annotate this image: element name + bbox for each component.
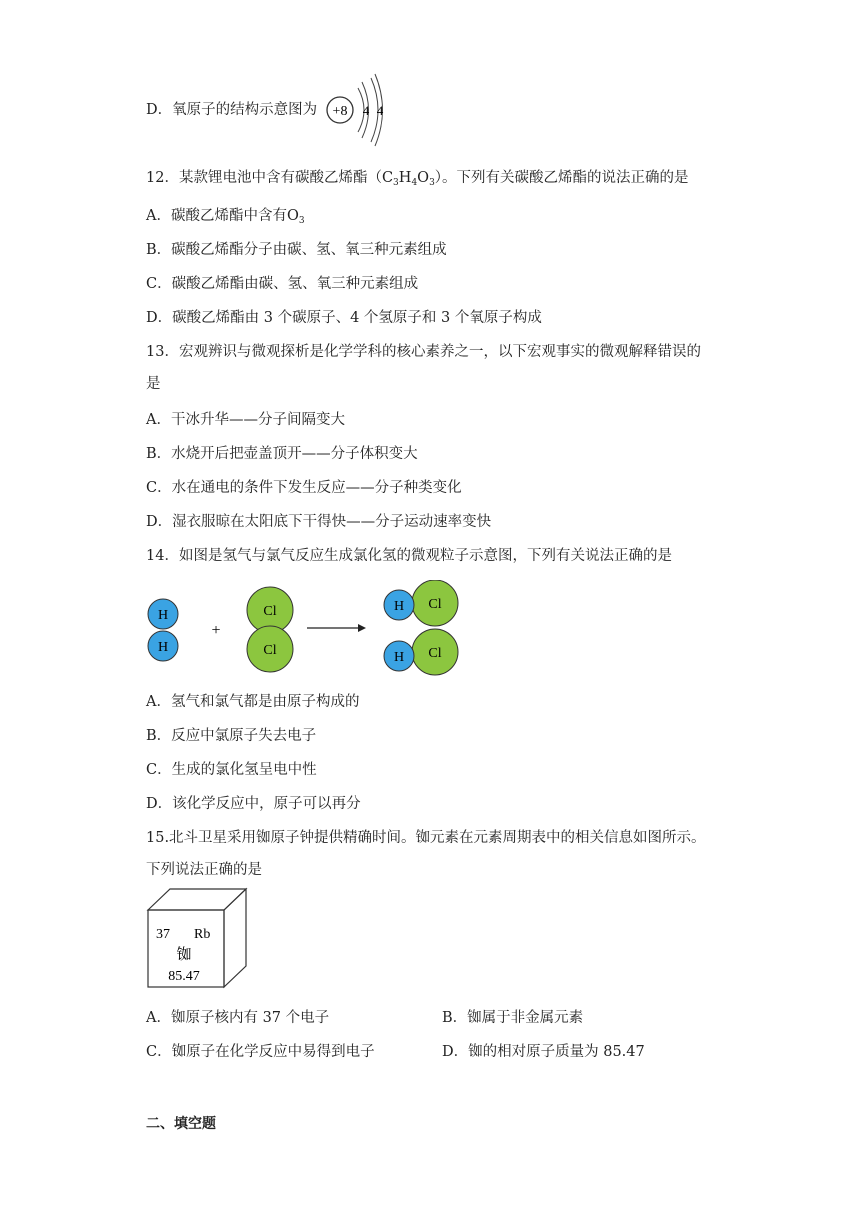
hcl1-cl-label: Cl bbox=[428, 597, 442, 612]
section-title: 二、填空题 bbox=[146, 1116, 216, 1132]
q13-option-b: B．水烧开后把壶盖顶开——分子体积变大 bbox=[146, 446, 418, 462]
formula-o: O bbox=[417, 170, 430, 186]
rubidium-element-cell bbox=[144, 886, 254, 992]
q12-stem-pre: 12．某款锂电池中含有碳酸乙烯酯（C bbox=[146, 170, 394, 186]
reaction-arrow-head bbox=[358, 624, 366, 632]
cl-label-1: Cl bbox=[263, 604, 277, 619]
q12-stem-post: ）。下列有关碳酸乙烯酯的说法正确的是 bbox=[434, 170, 689, 186]
q14-option-c: C．生成的氯化氢呈电中性 bbox=[146, 762, 317, 778]
formula-h: H bbox=[398, 170, 412, 186]
q12-option-d: D．碳酸乙烯酯由 3 个碳原子、4 个氢原子和 3 个氧原子构成 bbox=[146, 310, 542, 326]
q14-option-d: D．该化学反应中，原子可以再分 bbox=[146, 796, 361, 812]
h-label-2: H bbox=[157, 640, 169, 655]
q14-option-b: B．反应中氯原子失去电子 bbox=[146, 728, 317, 744]
hcl2-cl-label: Cl bbox=[428, 646, 442, 661]
q15-stem-line1: 15.北斗卫星采用铷原子钟提供精确时间。铷元素在元素周期表中的相关信息如图所示。 bbox=[146, 830, 706, 846]
nucleus-charge: +8 bbox=[332, 104, 348, 119]
cl-label-2: Cl bbox=[263, 643, 277, 658]
cube-side-face bbox=[224, 889, 246, 987]
q12-option-a-sub: 3 bbox=[298, 216, 305, 226]
element-symbol: Rb bbox=[194, 927, 211, 942]
q15-option-a: A．铷原子核内有 37 个电子 bbox=[146, 1010, 330, 1026]
q15-option-c: C．铷原子在化学反应中易得到电子 bbox=[146, 1044, 375, 1060]
q13-option-a: A．干冰升华——分子间隔变大 bbox=[146, 412, 345, 428]
q14-stem: 14．如图是氢气与氯气反应生成氯化氢的微观粒子示意图，下列有关说法正确的是 bbox=[146, 548, 672, 564]
q11-option-d-text: D．氧原子的结构示意图为 bbox=[146, 102, 318, 118]
h-label-1: H bbox=[157, 608, 169, 623]
q13-stem-line2: 是 bbox=[146, 376, 161, 392]
q14-option-a: A．氢气和氯气都是由原子构成的 bbox=[146, 694, 360, 710]
q13-stem-line1: 13．宏观辨识与微观探析是化学学科的核心素养之一，以下宏观事实的微观解释错误的 bbox=[146, 344, 701, 360]
atomic-mass: 85.47 bbox=[168, 969, 200, 984]
oxygen-atom-diagram bbox=[322, 70, 392, 150]
q13-option-c: C．水在通电的条件下发生反应——分子种类变化 bbox=[146, 480, 462, 496]
cube-top-face bbox=[148, 889, 246, 910]
plus-sign: + bbox=[211, 622, 221, 639]
atomic-number: 37 bbox=[156, 927, 170, 942]
q11-option-d bbox=[146, 100, 317, 120]
formula-sub-h: 4 bbox=[411, 178, 418, 188]
q15-option-d: D．铷的相对原子质量为 85.47 bbox=[442, 1044, 645, 1060]
formula-sub-o: 3 bbox=[429, 178, 435, 188]
q12-stem bbox=[146, 168, 689, 193]
q12-option-c: C．碳酸乙烯酯由碳、氢、氧三种元素组成 bbox=[146, 276, 419, 292]
hcl1-h-label: H bbox=[393, 599, 405, 614]
shell2-electrons: 4 bbox=[376, 103, 384, 118]
hydrogen-chlorine-reaction-diagram bbox=[140, 580, 470, 680]
element-name: 铷 bbox=[176, 945, 192, 963]
hcl2-h-label: H bbox=[393, 650, 405, 665]
formula-sub-c: 3 bbox=[393, 178, 399, 188]
q15-option-b: B．铷属于非金属元素 bbox=[442, 1010, 584, 1026]
q12-option-b: B．碳酸乙烯酯分子由碳、氢、氧三种元素组成 bbox=[146, 242, 447, 258]
q15-stem-line2: 下列说法正确的是 bbox=[146, 862, 262, 878]
q12-option-a-text: A．碳酸乙烯酯中含有O bbox=[146, 208, 299, 224]
q12-option-a bbox=[146, 206, 305, 231]
q13-option-d: D．湿衣服晾在太阳底下干得快——分子运动速率变快 bbox=[146, 514, 492, 530]
shell1-electrons: 4 bbox=[362, 103, 370, 118]
